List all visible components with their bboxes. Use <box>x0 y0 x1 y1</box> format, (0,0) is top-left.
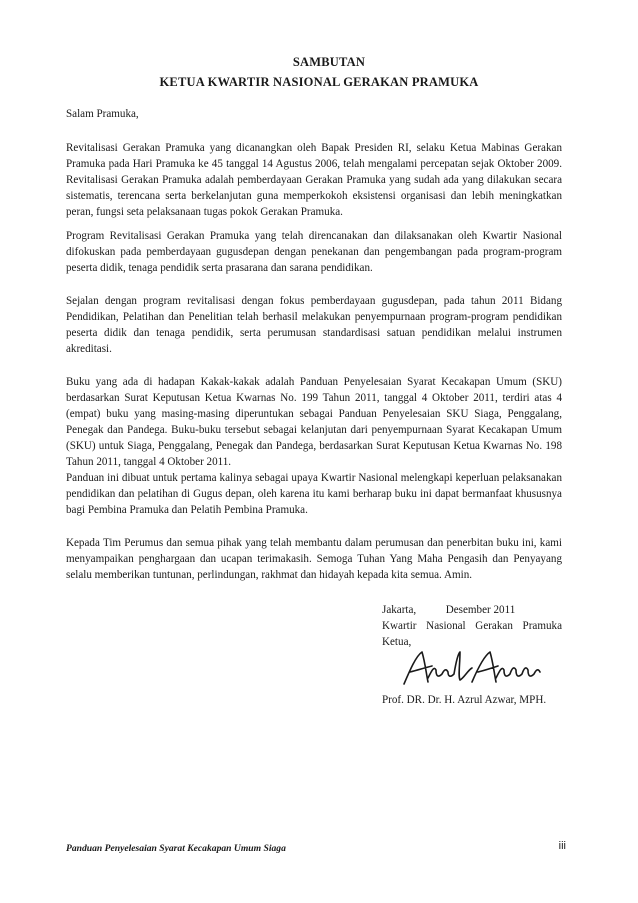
document-title: SAMBUTAN <box>292 55 366 69</box>
closing-place: Jakarta, <box>382 604 417 616</box>
closing-date: Desember 2011 <box>445 604 516 616</box>
paragraph-text: Kepada Tim Perumus dan semua pihak yang telah membantu dalam perumusan dan penerbitan buku ini, kami menyampaikan penghargaan dan ucapan terimakasih. Semoga Tuhan Yang Maha Pengasih dan Penyayang selalu memberikan tuntunan, perlindungan, rakhmat dan hidayah kepada kita semua. Amin. <box>66 537 562 581</box>
page-number: iii <box>558 840 566 852</box>
footer-book-title: Panduan Penyelesaian Syarat Kecakapan Umum Siaga <box>66 843 286 854</box>
paragraph-text: Panduan ini dibuat untuk pertama kalinya sebagai upaya Kwartir Nasional melengkapi keperluan pelaksanakan pendidikan dan pelatihan di Gugus depan, oleh karena itu kami berharap buku ini dapat bermanfaat khususnya bagi Pembina Pramuka dan Pelatih Pembina Pramuka. <box>66 472 562 516</box>
closing-organization: Kwartir Nasional Gerakan Pramuka <box>382 620 562 632</box>
closing-role: Ketua, <box>382 636 412 648</box>
paragraph-3 <box>66 294 562 358</box>
paragraph-text: Buku yang ada di hadapan Kakak-kakak adalah Panduan Penyelesaian Syarat Kecakapan Umum (SKU) berdasarkan Surat Keputusan Ketua Kwarnas No. 199 Tahun 2011, tanggal 4 Oktober 2011, terdiri atas 4 (empat) buku yang masing-masing diperuntukan sebagai Panduan Penyelesaian SKU Siaga, Penggalang, Penegak dan Pandega. Buku-buku tersebut sebagai kelanjutan dari penyempurnaan Syarat Kecakapan Umum (SKU) untuk Siaga, Penggalang, Penegak dan Pandega, berdasarkan Surat Keputusan Ketua Kwarnas No. 198 Tahun 2011, tanggal 4 Oktober 2011. <box>66 376 562 468</box>
paragraph-2 <box>66 229 562 277</box>
document-subtitle: KETUA KWARTIR NASIONAL GERAKAN PRAMUKA <box>159 75 479 89</box>
signatory <box>382 692 562 708</box>
paragraph-1 <box>66 141 562 221</box>
paragraph-text: Sejalan dengan program revitalisasi dengan fokus pemberdayaan gugusdepan, pada tahun 2011 Bidang Pendidikan, Pelatihan dan Penelitian telah berhasil melakukan penyempurnaan program-program pendidikan peserta didik dan tenaga pendidik, serta perumusan standardisasi satuan pendidikan melalui instrumen akreditasi. <box>66 295 562 355</box>
closing-block <box>382 602 562 650</box>
paragraph-text: Revitalisasi Gerakan Pramuka yang dicanangkan oleh Bapak Presiden RI, selaku Ketua Mabinas Gerakan Pramuka pada Hari Pramuka ke 45 tanggal 14 Agustus 2006, telah mengalami percepatan sejak Oktober 2009. Revitalisasi Gerakan Pramuka adalah pemberdayaan Gerakan Pramuka yang sudah ada yang dilakukan secara sistematis, terencana serta berkelanjutan guna memperkokoh eksistensi organisasi dan lebih meningkatkan peran, fungsi seta pelaksanaan tugas pokok Gerakan Pramuka. <box>66 142 562 218</box>
paragraph-5 <box>66 471 562 519</box>
paragraph-6 <box>66 536 562 584</box>
place-date <box>382 602 562 618</box>
paragraph-4 <box>66 375 562 470</box>
signature-image <box>398 648 548 690</box>
paragraph-text: Program Revitalisasi Gerakan Pramuka yang telah direncanakan dan dilaksanakan oleh Kwartir Nasional difokuskan pada pemberdayaan gugusdepan dengan penekanan dan pengembangan pada program-program peserta didik, tenaga pendidik serta prasarana dan sarana pendidikan. <box>66 230 562 274</box>
greeting: Salam Pramuka, <box>66 108 139 120</box>
signatory-name: Prof. DR. Dr. H. Azrul Azwar, MPH. <box>382 694 547 706</box>
